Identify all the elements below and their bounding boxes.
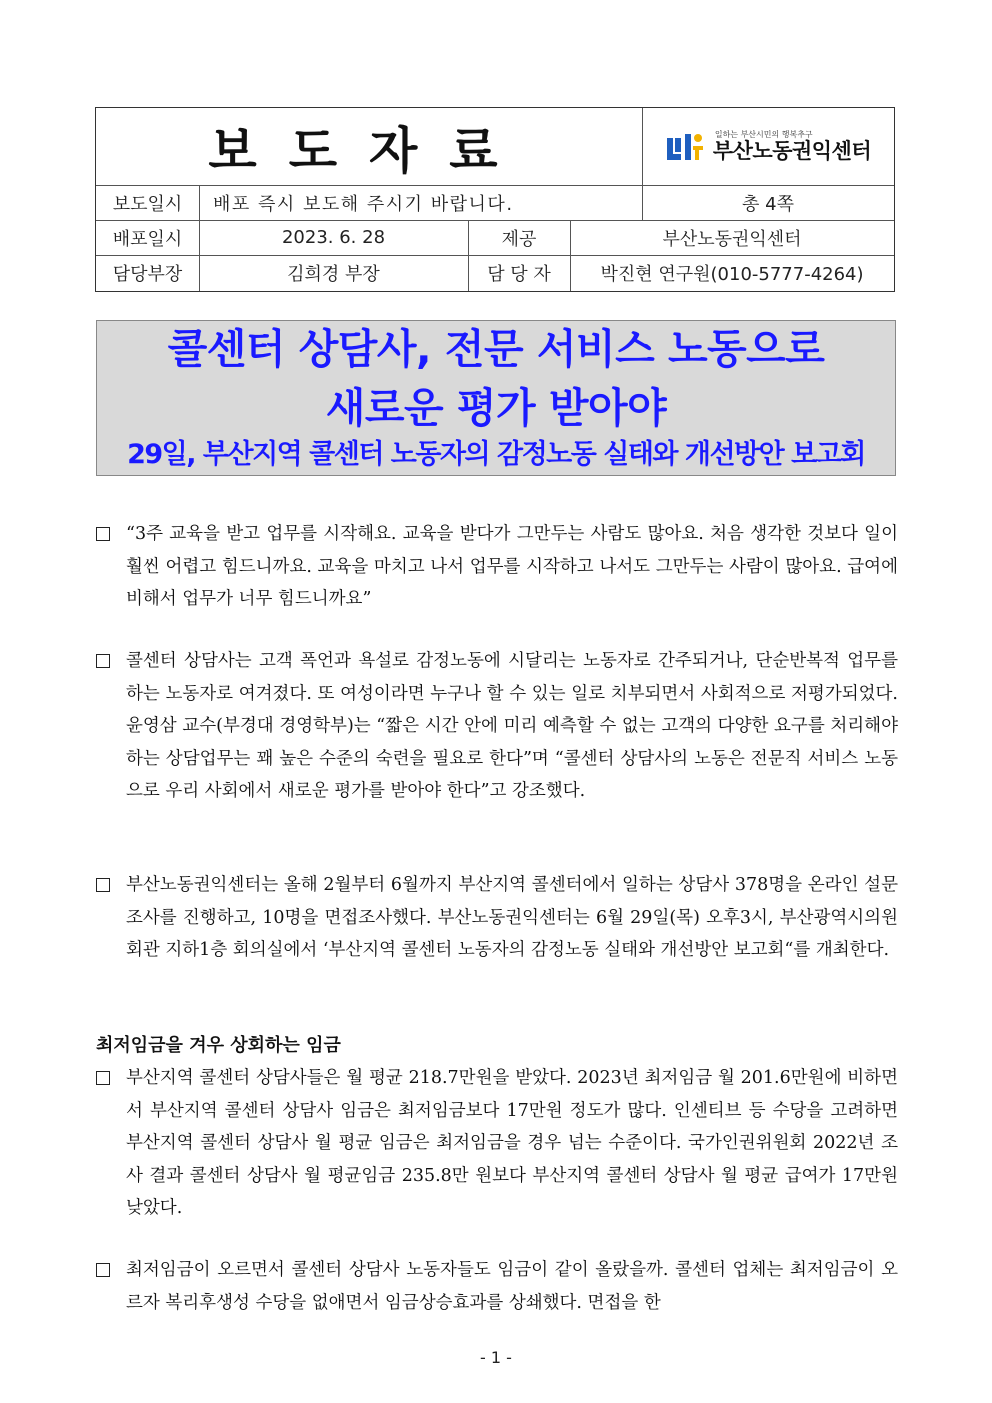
provider-value: 부산노동권익센터 xyxy=(662,228,802,250)
logo-org-name: 부산노동권익센터 xyxy=(712,139,872,163)
paragraph-survey: 부산노동권익센터는 올해 2월부터 6월까지 부산지역 콜센터에서 일하는 상담사 378명을 온라인 설문조사를 진행하고, 10명을 면접조사했다. 부산노동권익센터는 6월 29일(목) 오후3시, 부산광역시의원회관 지하1층 회의실에서 ‘부산지역 콜센터 노동자의 감정노동 실태와 개선방안 보고회“를 개최한다. xyxy=(96,869,898,967)
paragraph-minimum-wage: 최저임금이 오르면서 콜센터 상담사 노동자들도 임금이 같이 올랐을까. 콜센터 업체는 최저임금이 오르자 복리후생성 수당을 없애면서 임금상승효과를 상쇄했다. 면접을 한 xyxy=(96,1254,898,1319)
distribution-date-value: 2023. 6. 28 xyxy=(281,227,386,248)
provider-label: 제공 xyxy=(501,228,537,250)
release-date-label: 보도일시 xyxy=(112,193,183,215)
checkbox-bullet-icon xyxy=(96,654,110,668)
total-pages: 총 4쪽 xyxy=(742,193,794,215)
logo-tagline: 일하는 부산시민의 행복추구 xyxy=(714,130,813,139)
document-title: 보도자료 xyxy=(208,121,530,180)
paragraph-wages: 부산지역 콜센터 상담사들은 월 평균 218.7만원을 받았다. 2023년 최저임금 월 201.6만원에 비하면서 부산지역 콜센터 상담사 임금은 최저임금보다 17만원 정도가 많다. 인센티브 등 수당을 고려하면 부산지역 콜센터 상담사 월 평균 임금은 최저임금을 경우 넘는 수준이다. 국가인권위원회 2022년 조사 결과 콜센터 상담사 월 평균임금 235.8만 원보다 부산지역 콜센터 상담사 월 평균 급여가 17만원 낮았다. xyxy=(96,1062,898,1225)
organization-logo xyxy=(642,108,894,185)
checkbox-bullet-icon xyxy=(96,1263,110,1277)
checkbox-bullet-icon xyxy=(96,878,110,892)
distribution-date-label: 배포일시 xyxy=(112,228,183,250)
paragraph-perception: 콜센터 상담사는 고객 폭언과 욕설로 감정노동에 시달리는 노동자로 간주되거나, 단순반복적 업무를 하는 노동자로 여겨졌다. 또 여성이라면 누구나 할 수 있는 일로 치부되면서 사회적으로 저평가되었다. 윤영삼 교수(부경대 경영학부)는 “짧은 시간 안에 미리 예측할 수 없는 고객의 다양한 요구를 처리해야 하는 상담업무는 꽤 높은 수준의 숙련을 필요로 한다”며 “콜센터 상담사의 노동은 전문직 서비스 노동으로 우리 사회에서 새로운 평가를 받아야 한다”고 강조했다. xyxy=(96,645,898,808)
paragraph-quote: “3주 교육을 받고 업무를 시작해요. 교육을 받다가 그만두는 사람도 많아요. 처음 생각한 것보다 일이 훨씬 어렵고 힘드니까요. 교육을 마치고 나서 업무를 시작하고 나서도 그만두는 사람이 많아요. 급여에 비해서 업무가 너무 힘드니까요” xyxy=(96,518,898,616)
contact-person-value: 박진현 연구원(010-5777-4264) xyxy=(600,263,864,285)
press-release-header-table xyxy=(95,107,895,292)
headline-box xyxy=(96,320,896,476)
checkbox-bullet-icon xyxy=(96,527,110,541)
page-number: - 1 - xyxy=(480,1348,512,1367)
manager-label: 담당부장 xyxy=(112,263,183,285)
contact-person-label: 담 당 자 xyxy=(487,263,551,285)
section-heading: 최저임금을 겨우 상회하는 임금 xyxy=(96,1035,341,1056)
headline-line-2: 새로운 평가 받아야 xyxy=(325,384,667,432)
headline-subtitle: 29일, 부산지역 콜센터 노동자의 감정노동 실태와 개선방안 보고회 xyxy=(127,439,865,470)
headline-line-1: 콜센터 상담사, 전문 서비스 노동으로 xyxy=(167,325,825,373)
manager-value: 김희경 부장 xyxy=(287,263,380,285)
logo-mark-icon xyxy=(665,130,705,164)
checkbox-bullet-icon xyxy=(96,1071,110,1085)
release-date-value: 배포 즉시 보도해 주시기 바랍니다. xyxy=(213,193,514,215)
